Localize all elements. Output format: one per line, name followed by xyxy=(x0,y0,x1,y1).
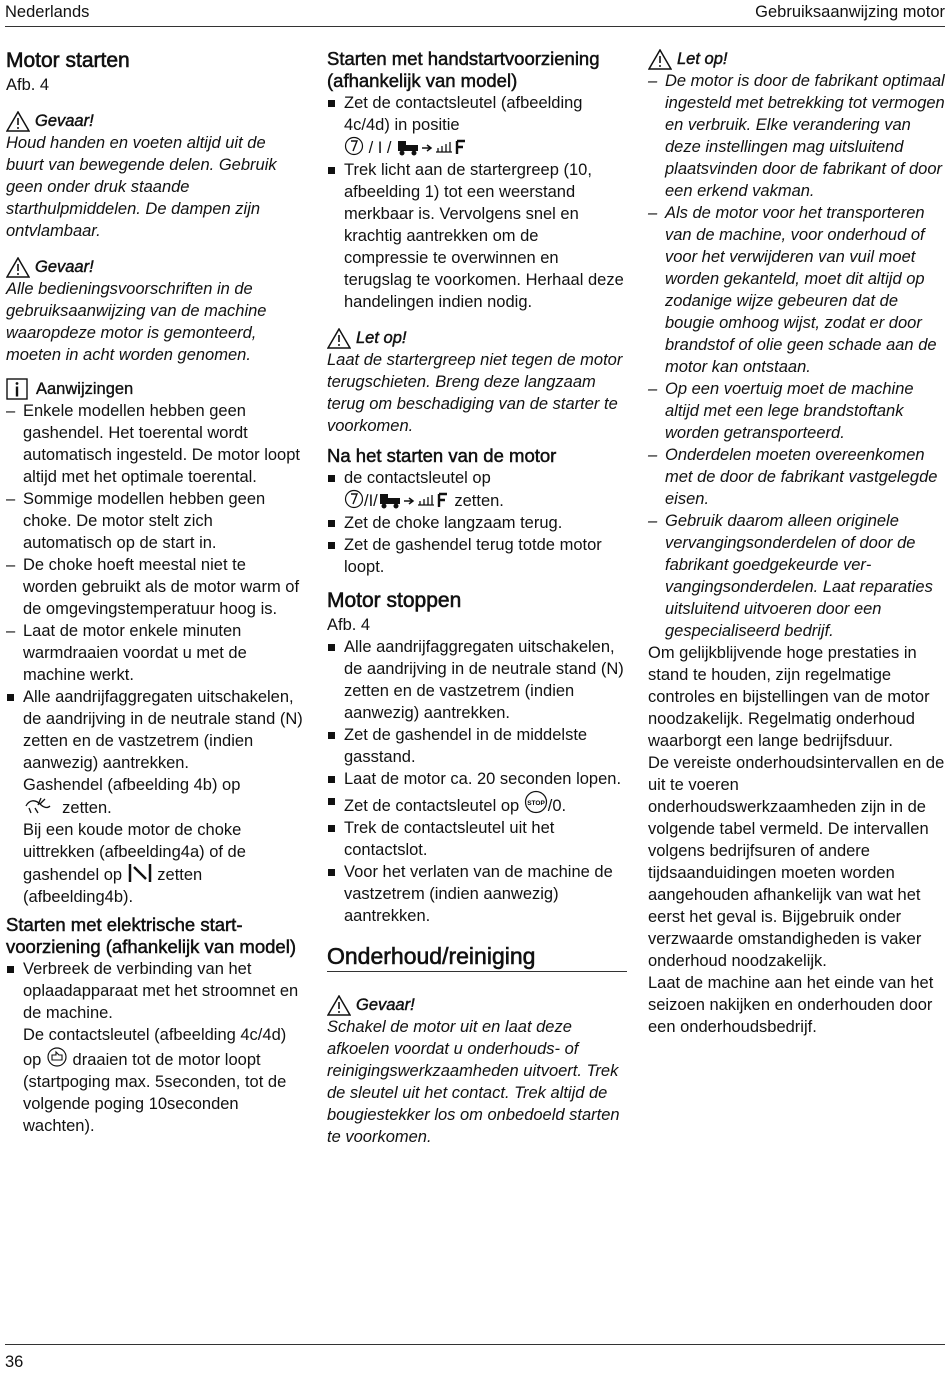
list-item: – De motor is door de fabrikant optimaal ingesteld met betrekking tot vermogen en verbruik. Elke verandering van deze instellingen mag uitsluitend plaatsvinden door de fabrikant of door een erkend vakman. xyxy=(648,70,946,202)
list-item: – Laat de motor enkele minuten warmdraaien voordat u met de machine werkt. xyxy=(6,620,304,686)
step-text: de contactsleutel op xyxy=(344,469,491,487)
warning-triangle-icon xyxy=(327,995,351,1016)
danger-text: Houd handen en voeten altijd uit de buurt van bewegende delen. Gebruik geen onder druk staande starthulpmiddelen. De dampen zijn ontvlambaar. xyxy=(6,134,277,240)
section-rule xyxy=(327,941,627,972)
engine-start-icon xyxy=(46,1046,68,1068)
list-item: – Sommige modellen hebben geen choke. De motor stelt zich automatisch op de start in. xyxy=(6,488,304,554)
section-title-maintenance: Onderhoud/reiniging xyxy=(327,943,536,969)
list-item: Trek licht aan de startergreep (10, afbeelding 1) tot een weerstand merkbaar is. Vervolgens snel en krachtig aantrekken om de compressie te overwinnen en terugslag te voorkomen. Herhaal deze handelingen indien nodig. xyxy=(327,159,627,313)
section-title-electric-start: Starten met elektrische startvoorziening (afhankelijk van model) xyxy=(6,914,296,957)
column-2 xyxy=(327,48,627,1148)
list-item: – De choke hoeft meestal niet te worden gebruikt als de motor warm of de omgevingstemperatuur hoog is. xyxy=(6,554,304,620)
throttle-instruction xyxy=(6,774,304,819)
step-text: /0. xyxy=(547,797,567,815)
danger-text: Schakel de motor uit en laat deze afkoelen voordat u onderhouds- of reinigingswerkzaamheden uitvoert. Trek de sleutel uit het contact. Trek altijd de bougiestekker los om onbedoeld starten te voorkomen. xyxy=(327,1018,620,1146)
danger-heading xyxy=(6,110,304,132)
list-item: – Als de motor voor het transporteren van de machine, voor onderhoud of voor het verwijderen van vuil moet worden gekanteld, moet dit altijd op zodanige wijze gebeuren dat de bougie omhoog wijst, zodat er door brandstof of olie geen schade aan de motor kan ontstaan. xyxy=(648,202,946,378)
column-3 xyxy=(648,48,946,1038)
info-title: Aanwijzingen xyxy=(36,380,134,398)
danger-text: Alle bedieningsvoorschriften in de gebruiksaanwijzing van de machine waaropdeze motor is gemonteerd, moeten in acht worden genomen. xyxy=(6,280,267,364)
choke-position-icon xyxy=(344,489,364,509)
list-item: – Enkele modellen hebben geen gashendel. Het toerental wordt automatisch ingesteld. De motor loopt altijd met het optimale toerental. xyxy=(6,400,304,488)
info-heading xyxy=(6,378,304,400)
list-item: Voor het verlaten van de machine de vastzetrem (indien aanwezig) aantrekken. xyxy=(327,861,627,927)
caution-heading xyxy=(327,327,627,349)
step-text: zetten. xyxy=(62,799,112,817)
step-text: zetten (afbeelding4b). xyxy=(23,866,203,906)
section-title-manual-start: Starten met handstartvoorziening (afhankelijk van model) xyxy=(327,48,600,91)
list-item: Alle aandrijfaggregaten uitschakelen, de aandrijving in de neutrale stand (N) zetten en de vastzetrem (indien aanwezig) aantrekken. xyxy=(327,636,627,724)
key-instruction xyxy=(6,1024,304,1137)
choke-position-icon xyxy=(344,136,364,156)
step-text: Alle aandrijfaggregaten uitschakelen, de aandrijving in de neutrale stand (N) zetten en de vastzetrem (indien aanwezig) aantrekken. xyxy=(23,688,303,772)
list-item: Trek de contactsleutel uit het contactslot. xyxy=(327,817,627,861)
stop-icon xyxy=(524,790,548,814)
choke-instruction xyxy=(6,819,304,908)
list-item xyxy=(327,467,627,512)
danger-title: Gevaar! xyxy=(35,112,94,130)
caution-title: Let op! xyxy=(677,50,728,68)
paragraph: Om gelijkblijvende hoge prestaties in stand te houden, zijn regelmatige controles en bijstellingen van de motor noodzakelijk. Regelmatig onderhoud waarborgt een lange bedrijfsduur. xyxy=(648,644,930,750)
step-list xyxy=(6,686,304,774)
warning-triangle-icon xyxy=(648,49,672,70)
paragraph: Laat de machine aan het einde van het seizoen nakijken en onderhouden door een onderhoudsbedrijf. xyxy=(648,974,934,1036)
list-item: – Op een voertuig moet de machine altijd met een lege brandstoftank worden getransporteerd. xyxy=(648,378,946,444)
step-list xyxy=(327,636,627,927)
header-doc-title: Gebruiksaanwijzing motor xyxy=(755,3,945,21)
section-title-motor-starten: Motor starten xyxy=(6,49,130,72)
list-item: – Gebruik daarom alleen originele vervangingsonderdelen of door de fabrikant goedgekeurde vervangingsonderdelen. Laat reparaties uitsluitend uitvoeren door een gespecialiseerd bedrijf. xyxy=(648,510,946,642)
figure-ref: Afb. 4 xyxy=(6,76,50,94)
step-text: Zet de contactsleutel (afbeelding 4c/4d) in positie xyxy=(344,94,583,134)
danger-heading xyxy=(6,256,304,278)
list-item xyxy=(327,92,627,159)
list-item: Zet de gashendel terug totde motor loopt. xyxy=(327,534,627,578)
info-icon xyxy=(6,378,28,400)
vehicle-drive-icon xyxy=(396,138,468,156)
caution-list xyxy=(648,70,946,642)
warning-triangle-icon xyxy=(327,328,351,349)
step-text: Bij een koude motor de choke uittrekken (afbeelding4a) of de gashendel op xyxy=(23,821,246,884)
step-list xyxy=(327,467,627,578)
step-text: De contactsleutel (afbeelding 4c/4d) op xyxy=(23,1026,287,1069)
step-list xyxy=(6,958,304,1024)
list-item xyxy=(6,686,304,774)
page-number: 36 xyxy=(5,1353,24,1371)
danger-title: Gevaar! xyxy=(356,996,415,1014)
paragraph: De vereiste onderhoudsintervallen en de uit te voeren onderhoudswerkzaamheden zijn in de volgende tabel vermeld. De intervallen volgens bedrijfsuren of andere tijdsaanduidingen moeten worden aangehouden afhankelijk van wat het eerst het geval is. Bijgebruik onder verzwaarde omstandigheden is vaker onderhoud noodzakelijk. xyxy=(648,754,945,970)
warning-triangle-icon xyxy=(6,111,30,132)
step-text: Gashendel (afbeelding 4b) op xyxy=(23,776,241,794)
caution-text: Laat de startergreep niet tegen de motor terugschieten. Breng deze langzaam terug om beschadiging van de starter te voorkomen. xyxy=(327,351,623,435)
column-1 xyxy=(6,48,304,1137)
figure-ref: Afb. 4 xyxy=(327,616,371,634)
position-text: /I/ xyxy=(364,492,378,510)
list-item: Verbreek de verbinding van het oplaadapparaat met het stroomnet en de machine. xyxy=(6,958,304,1024)
list-item: Laat de motor ca. 20 seconden lopen. xyxy=(327,768,627,790)
page-footer xyxy=(5,1344,945,1371)
danger-title: Gevaar! xyxy=(35,258,94,276)
list-item: Zet de choke langzaam terug. xyxy=(327,512,627,534)
step-list xyxy=(327,92,627,313)
stop-icon-label: STOP xyxy=(527,800,545,807)
danger-heading xyxy=(327,994,627,1016)
caution-heading xyxy=(648,48,946,70)
header-language: Nederlands xyxy=(5,3,90,21)
warning-triangle-icon xyxy=(6,257,30,278)
page-header xyxy=(5,0,945,27)
position-text: / I / xyxy=(368,139,392,157)
caution-title: Let op! xyxy=(356,329,407,347)
list-item xyxy=(327,790,627,817)
rabbit-icon xyxy=(23,796,53,816)
vehicle-drive-icon xyxy=(378,491,450,509)
info-list xyxy=(6,400,304,686)
section-title-after-start: Na het starten van de motor xyxy=(327,445,557,466)
step-text: draaien tot de motor loopt (startpoging max. 5seconden, tot de volgende poging 10seconden wachten). xyxy=(23,1051,287,1135)
section-title-motor-stoppen: Motor stoppen xyxy=(327,589,462,612)
list-item: Zet de gashendel in de middelste gasstand. xyxy=(327,724,627,768)
step-text: Zet de contactsleutel op xyxy=(344,797,520,815)
choke-icon xyxy=(127,863,153,883)
list-item: – Onderdelen moeten overeenkomen met de door de fabrikant vastgelegde eisen. xyxy=(648,444,946,510)
step-text: zetten. xyxy=(454,492,504,510)
